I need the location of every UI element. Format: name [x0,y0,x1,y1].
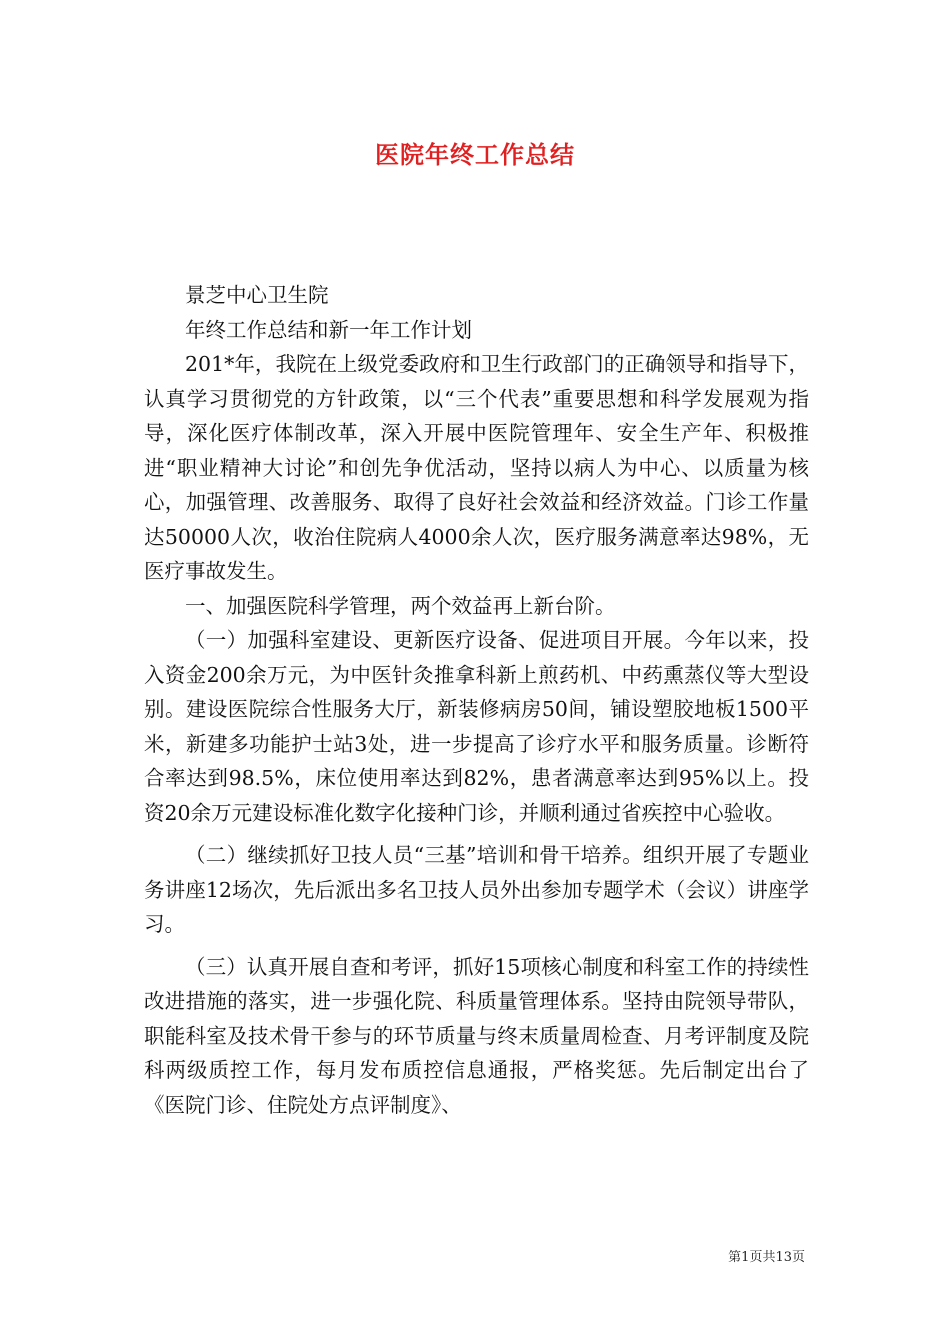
page-number: 第1页共13页 [728,1250,805,1265]
paragraph-institution: 景芝中心卫生院 [185,283,329,307]
paragraph-item-2: （二）继续抓好卫技人员“三基”培训和骨干培养。组织开展了专题业务讲座12场次，先后派出多名卫技人员外出参加专题学术（会议）讲座学习。 [144,843,809,936]
paragraph-section-heading: 一、加强医院科学管理，两个效益再上新台阶。 [185,593,616,618]
paragraph-item-1: （一）加强科室建设、更新医疗设备、促进项目开展。今年以来，投入资金200余万元，为中医针灸推拿科新上煎药机、中药熏蒸仪等大型设别。建设医院综合性服务大厅，新装修病房50间，铺设塑胶地板1500平米，新建多功能护士站3处，进一步提高了诊疗水平和服务质量。诊断符合率达到98.5%，床位使用率达到82%，患者满意率达到95%以上。投资20余万元建设标准化数字化接种门诊，并顺利通过省疾控中心验收。 [144,628,809,825]
paragraph-item-3: （三）认真开展自查和考评，抓好15项核心制度和科室工作的持续性改进措施的落实，进一步强化院、科质量管理体系。坚持由院领导带队，职能科室及技术骨干参与的环节质量与终末质量周检查、月考评制度及院科两级质控工作，每月发布质控信息通报，严格奖惩。先后制定出台了《医院门诊、住院处方点评制度》、 [144,954,809,1117]
paragraph-subtitle: 年终工作总结和新一年工作计划 [185,317,472,342]
paragraph-intro: 201*年，我院在上级党委政府和卫生行政部门的正确领导和指导下，认真学习贯彻党的方针政策，以“三个代表”重要思想和科学发展观为指导，深化医疗体制改革，深入开展中医院管理年、安全生产年、积极推进“职业精神大讨论”和创先争优活动，坚持以病人为中心、以质量为核心，加强管理、改善服务、取得了良好社会效益和经济效益。门诊工作量达50000人次，收治住院病人4000余人次，医疗服务满意率达98%，无医疗事故发生。 [144,352,809,583]
page-title: 医院年终工作总结 [375,140,575,169]
document-body [144,278,809,1122]
